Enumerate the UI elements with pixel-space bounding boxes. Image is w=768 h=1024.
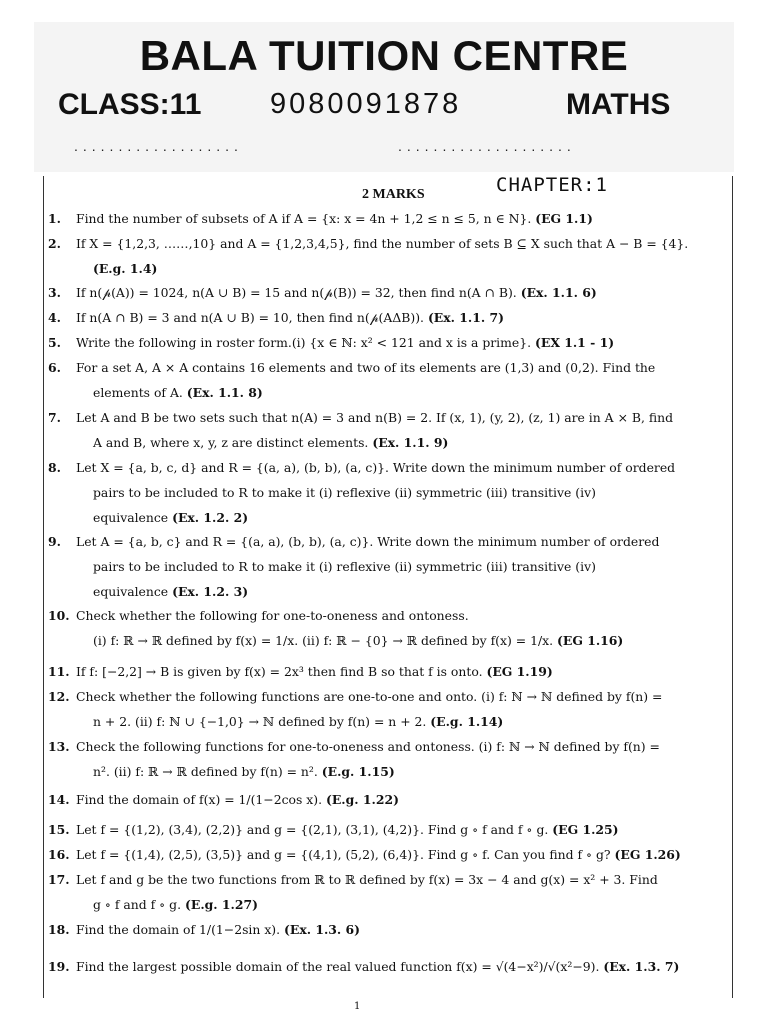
- question-line-text: Find the domain of 1/(1−2sin x).: [76, 922, 281, 937]
- question-text: [76, 281, 732, 306]
- exercise-reference: (EG 1.19): [486, 664, 553, 679]
- question-item: [48, 331, 732, 356]
- question-line: [76, 207, 732, 232]
- question-text: [76, 818, 732, 843]
- question-text: [76, 685, 732, 735]
- left-border: [43, 176, 44, 998]
- page-title: BALA TUITION CENTRE: [139, 32, 629, 79]
- question-line-text: pairs to be included to R to make it (i) reflexive (ii) symmetric (iii) transitive (iv): [93, 558, 596, 574]
- question-line: [76, 431, 732, 456]
- exercise-reference: (E.g. 1.15): [321, 763, 395, 779]
- section-title: 2 MARKS: [362, 187, 425, 202]
- question-number: 8.: [48, 460, 61, 475]
- subject-label: MATHS: [566, 88, 671, 121]
- question-number: 9.: [48, 534, 61, 549]
- question-number: 3.: [48, 285, 61, 300]
- question-item: [48, 232, 732, 282]
- question-line: [76, 818, 732, 843]
- question-number: 4.: [48, 310, 61, 325]
- question-line-text: elements of A.: [93, 384, 183, 400]
- question-item: [48, 356, 732, 406]
- question-line-text: Find the largest possible domain of the real valued function f(x) = √(4−x²)/√(x²−9).: [76, 959, 600, 974]
- question-line-text: g ∘ f and f ∘ g.: [93, 896, 182, 912]
- question-line: [76, 281, 732, 306]
- question-item: [48, 604, 732, 654]
- exercise-reference: (Ex. 1.3. 7): [603, 959, 680, 974]
- question-line-text: n + 2. (ii) f: ℕ ∪ {−1,0} → ℕ defined by f(n) = n + 2.: [93, 713, 427, 729]
- exercise-reference: (E.g. 1.22): [326, 792, 399, 807]
- right-border: [732, 176, 733, 998]
- question-text: [76, 356, 732, 406]
- exercise-reference: (EG 1.16): [557, 632, 624, 648]
- question-text: [76, 843, 732, 868]
- exercise-reference: (Ex. 1.3. 6): [284, 922, 361, 937]
- exercise-reference: (E.g. 1.27): [185, 896, 258, 912]
- exercise-reference: (Ex. 1.1. 6): [520, 285, 597, 300]
- question-text: [76, 660, 732, 685]
- exercise-reference: (EG 1.26): [614, 847, 681, 862]
- exercise-reference: (Ex. 1.1. 9): [372, 434, 449, 450]
- question-line-text: Write the following in roster form.(i) {x ∈ ℕ: x² < 121 and x is a prime}.: [76, 335, 532, 350]
- question-item: [48, 818, 732, 843]
- question-number: 10.: [48, 608, 70, 623]
- question-line-text: If n(A ∩ B) = 3 and n(A ∪ B) = 10, then find n(𝓅(AΔB)).: [76, 310, 424, 325]
- question-number: 7.: [48, 410, 61, 425]
- question-number: 1.: [48, 211, 61, 226]
- question-line-text: Find the domain of f(x) = 1/(1−2cos x).: [76, 792, 323, 807]
- question-line-text: Find the number of subsets of A if A = {x: x = 4n + 1,2 ≤ n ≤ 5, n ∈ N}.: [76, 211, 532, 226]
- question-line-text: (i) f: ℝ → ℝ defined by f(x) = 1/x. (ii) f: ℝ − {0} → ℝ defined by f(x) = 1/x.: [93, 632, 554, 648]
- question-line-text: If n(𝓅(A)) = 1024, n(A ∪ B) = 15 and n(𝓅(B)) = 32, then find n(A ∩ B).: [76, 285, 517, 300]
- page-number: 1: [354, 1001, 361, 1012]
- question-item: [48, 788, 732, 813]
- exercise-reference: (EG 1.1): [535, 211, 593, 226]
- question-text: [76, 788, 732, 813]
- question-line: [76, 760, 732, 785]
- question-line: [76, 604, 732, 629]
- question-text: [76, 406, 732, 456]
- question-line: [76, 555, 732, 580]
- question-number: 12.: [48, 689, 70, 704]
- question-line-text: Let f and g be the two functions from ℝ to ℝ defined by f(x) = 3x − 4 and g(x) = x² + 3. Find: [76, 872, 658, 887]
- question-number: 6.: [48, 360, 61, 375]
- question-line: [76, 843, 732, 868]
- question-number: 13.: [48, 739, 70, 754]
- question-item: [48, 918, 732, 943]
- question-item: [48, 456, 732, 530]
- name-fill-line: ...................: [74, 138, 243, 154]
- question-line-text: Let f = {(1,2), (3,4), (2,2)} and g = {(2,1), (3,1), (4,2)}. Find g ∘ f and f ∘ g.: [76, 822, 549, 837]
- question-line-text: Check whether the following for one-to-oneness and ontoness.: [76, 608, 469, 623]
- question-number: 2.: [48, 236, 61, 251]
- exercise-reference: (Ex. 1.2. 3): [172, 583, 249, 599]
- question-text: [76, 530, 732, 604]
- question-item: [48, 281, 732, 306]
- exercise-reference: (E.g. 1.14): [430, 713, 504, 729]
- question-line-text: Let A and B be two sets such that n(A) = 3 and n(B) = 2. If (x, 1), (y, 2), (z, 1) are in A × B, find: [76, 410, 674, 425]
- question-number: 15.: [48, 822, 70, 837]
- exercise-reference: (Ex. 1.2. 2): [172, 509, 249, 525]
- question-line: [76, 506, 732, 531]
- question-item: [48, 406, 732, 456]
- question-number: 17.: [48, 872, 70, 887]
- exercise-reference: (EG 1.25): [552, 822, 619, 837]
- question-text: [76, 306, 732, 331]
- question-line: [76, 868, 732, 893]
- question-line: [76, 406, 732, 431]
- question-line-text: For a set A, A × A contains 16 elements and two of its elements are (1,3) and (0,2). Find the: [76, 360, 656, 375]
- question-text: [76, 955, 732, 980]
- question-item: [48, 955, 732, 980]
- question-text: [76, 735, 732, 785]
- question-line: [76, 306, 732, 331]
- question-text: [76, 456, 732, 530]
- question-text: [76, 604, 732, 654]
- question-line-text: Check whether the following functions are one-to-one and onto. (i) f: ℕ → ℕ defined by f(n) =: [76, 689, 663, 704]
- question-line: [76, 232, 732, 257]
- question-line: [76, 481, 732, 506]
- question-item: [48, 306, 732, 331]
- question-item: [48, 843, 732, 868]
- question-line: [76, 530, 732, 555]
- question-line: [76, 955, 732, 980]
- question-line: [76, 456, 732, 481]
- question-line: [76, 660, 732, 685]
- question-item: [48, 660, 732, 685]
- question-line: [76, 893, 732, 918]
- question-line: [76, 710, 732, 735]
- question-number: 16.: [48, 847, 70, 862]
- question-text: [76, 918, 732, 943]
- exercise-reference: (E.g. 1.4): [93, 260, 158, 276]
- exercise-reference: (Ex. 1.1. 7): [427, 310, 504, 325]
- question-line-text: If f: [−2,2] → B is given by f(x) = 2x³ then find B so that f is onto.: [76, 664, 483, 679]
- question-line: [76, 580, 732, 605]
- question-line: [76, 685, 732, 710]
- question-line: [76, 331, 732, 356]
- question-line: [76, 381, 732, 406]
- question-line-text: pairs to be included to R to make it (i) reflexive (ii) symmetric (iii) transitive (iv): [93, 484, 596, 500]
- question-item: [48, 735, 732, 785]
- question-line-text: equivalence: [93, 509, 169, 525]
- question-line-text: A and B, where x, y, z are distinct elements.: [93, 434, 369, 450]
- question-line: [76, 257, 732, 282]
- question-item: [48, 685, 732, 735]
- question-number: 19.: [48, 959, 70, 974]
- question-text: [76, 868, 732, 918]
- question-line-text: Let X = {a, b, c, d} and R = {(a, a), (b, b), (a, c)}. Write down the minimum number of ordered: [76, 460, 676, 475]
- question-line-text: n². (ii) f: ℝ → ℝ defined by f(n) = n².: [93, 763, 318, 779]
- question-number: 11.: [48, 664, 70, 679]
- question-item: [48, 207, 732, 232]
- exercise-reference: (Ex. 1.1. 8): [186, 384, 263, 400]
- question-line-text: If X = {1,2,3, ……,10} and A = {1,2,3,4,5}, find the number of sets B ⊆ X such that A − B = {4}.: [76, 236, 689, 251]
- question-item: [48, 530, 732, 604]
- exercise-reference: (EX 1.1 - 1): [535, 335, 615, 350]
- question-number: 14.: [48, 792, 70, 807]
- question-item: [48, 868, 732, 918]
- question-line-text: Check the following functions for one-to-oneness and ontoness. (i) f: ℕ → ℕ defined by f(n) =: [76, 739, 660, 754]
- question-line: [76, 788, 732, 813]
- question-text: [76, 207, 732, 232]
- chapter-label: CHAPTER:1: [496, 174, 608, 196]
- date-fill-line: ....................: [398, 138, 576, 154]
- question-line: [76, 735, 732, 760]
- question-number: 18.: [48, 922, 70, 937]
- question-line: [76, 629, 732, 654]
- question-line: [76, 918, 732, 943]
- class-label: CLASS:11: [58, 88, 202, 121]
- question-line-text: Let f = {(1,4), (2,5), (3,5)} and g = {(4,1), (5,2), (6,4)}. Find g ∘ f. Can you find f ∘ g?: [76, 847, 611, 862]
- question-line-text: equivalence: [93, 583, 169, 599]
- question-text: [76, 331, 732, 356]
- question-text: [76, 232, 732, 282]
- question-line-text: Let A = {a, b, c} and R = {(a, a), (b, b), (a, c)}. Write down the minimum number of ordered: [76, 534, 660, 549]
- phone-number: 9080091878: [270, 88, 462, 120]
- question-line: [76, 356, 732, 381]
- question-number: 5.: [48, 335, 61, 350]
